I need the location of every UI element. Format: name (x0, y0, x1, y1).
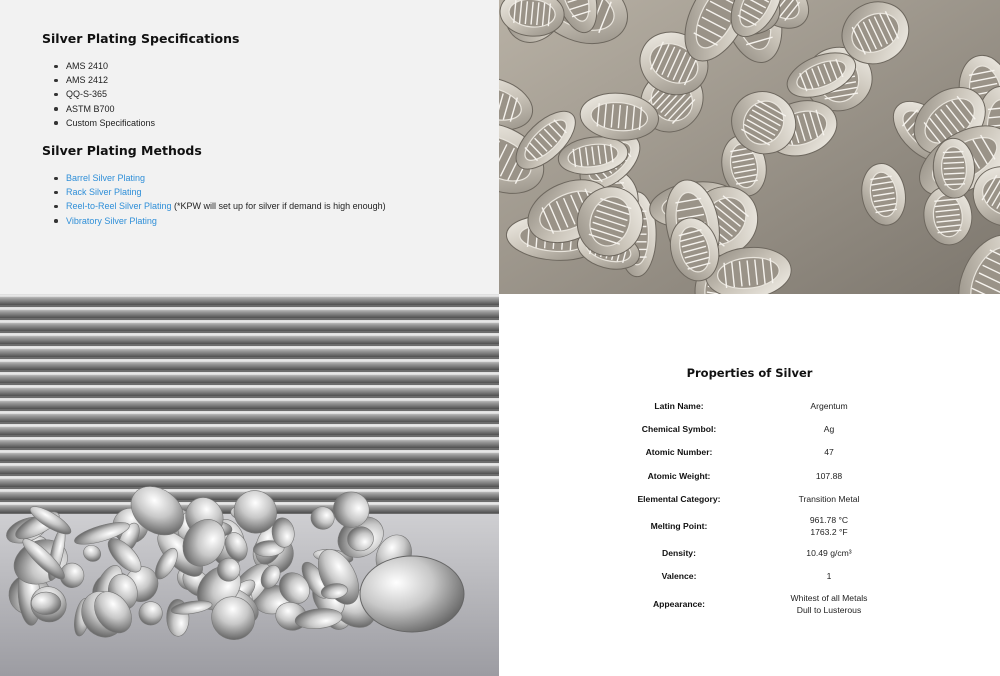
method-item (54, 214, 386, 228)
property-value-line: Whitest of all Metals (790, 592, 868, 603)
methods-title: Silver Plating Methods (42, 143, 202, 158)
property-row (609, 417, 909, 440)
property-row (609, 441, 909, 464)
property-row (609, 464, 909, 487)
spec-item: AMS 2410 (54, 59, 155, 73)
silver-rings-photo (499, 0, 1000, 294)
method-item (54, 171, 386, 185)
property-row (609, 394, 909, 417)
rack-plating-link[interactable]: Rack Silver Plating (66, 187, 142, 198)
method-item (54, 199, 386, 213)
property-value-line: 1763.2 °F (810, 526, 848, 537)
property-value (749, 441, 909, 464)
property-key: Elemental Category: (637, 493, 721, 504)
properties-table (609, 394, 909, 619)
specifications-list (54, 59, 155, 130)
property-key: Chemical Symbol: (641, 423, 717, 434)
property-value-line: 1 (826, 571, 832, 582)
properties-panel (499, 294, 1000, 676)
property-value-line: Ag (823, 423, 835, 434)
spec-item: Custom Specifications (54, 116, 155, 130)
properties-title: Properties of Silver (686, 366, 813, 380)
property-value-line: Transition Metal (798, 493, 860, 504)
property-value (749, 417, 909, 440)
property-row (609, 588, 909, 619)
strips-image (0, 294, 499, 676)
methods-list (54, 171, 386, 228)
barrel-plating-link[interactable]: Barrel Silver Plating (66, 173, 146, 183)
spec-item: QQ-S-365 (54, 87, 155, 101)
spec-item: ASTM B700 (54, 102, 155, 116)
property-key: Appearance: (652, 598, 706, 609)
property-value (749, 487, 909, 510)
property-value (749, 464, 909, 487)
property-value (749, 541, 909, 564)
property-row (609, 565, 909, 588)
specs-panel (0, 0, 499, 294)
property-key: Atomic Weight: (647, 470, 711, 481)
specifications-title: Silver Plating Specifications (42, 31, 240, 46)
property-key: Atomic Number: (645, 447, 713, 458)
rings-image (499, 0, 1000, 294)
property-value-line: Argentum (810, 400, 848, 411)
property-value-line: Dull to Lusterous (796, 604, 862, 615)
property-value (749, 394, 909, 417)
reel-to-reel-plating-link[interactable]: Reel-to-Reel Silver Plating (66, 201, 172, 212)
property-value-line: 10.49 g/cm³ (806, 548, 852, 559)
vibratory-plating-link[interactable]: Vibratory Silver Plating (66, 215, 157, 226)
property-key: Valence: (661, 571, 697, 582)
property-value-line: 961.78 °C (809, 514, 849, 525)
property-value (749, 510, 909, 541)
property-value-line: 107.88 (815, 470, 843, 481)
property-key: Density: (662, 548, 696, 559)
property-row (609, 510, 909, 541)
reel-to-reel-note: (*KPW will set up for silver if demand is high enough) (171, 201, 386, 212)
property-key: Latin Name: (654, 400, 704, 411)
silver-strips-photo (0, 294, 499, 676)
property-value (749, 565, 909, 588)
property-value-line: 47 (824, 447, 834, 458)
property-key: Melting Point: (650, 520, 708, 531)
property-value (749, 588, 909, 619)
property-row (609, 487, 909, 510)
method-item (54, 185, 386, 199)
spec-item: AMS 2412 (54, 73, 155, 87)
property-row (609, 541, 909, 564)
